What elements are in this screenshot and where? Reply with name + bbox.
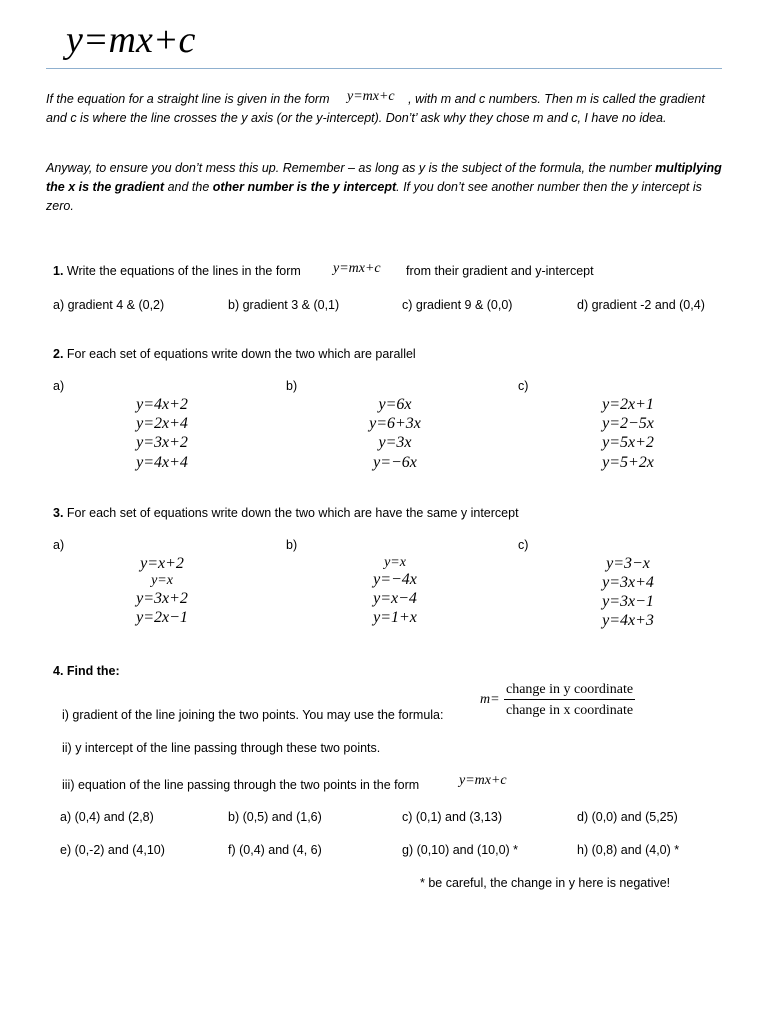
- q1-part-a: a) gradient 4 & (0,2): [53, 298, 165, 312]
- q1-part-b: b) gradient 3 & (0,1): [228, 298, 340, 312]
- q2-label-b: b): [286, 379, 298, 393]
- gradient-formula: [480, 682, 660, 722]
- q3-a-eq-4: y=2x−1: [136, 609, 188, 626]
- q3-label-a: a): [53, 538, 65, 552]
- q3-b-eq-3: y=x−4: [373, 590, 417, 607]
- q4-formula-form: y=mx+c: [459, 773, 507, 788]
- q2-c-eq-3: y=5x+2: [602, 434, 654, 451]
- q2-label-a: a): [53, 379, 65, 393]
- q4-text: Find the:: [63, 664, 120, 678]
- q1-number: 1.: [53, 264, 64, 278]
- title-divider: [46, 68, 722, 69]
- q1-prompt: [53, 264, 301, 278]
- intro-text-after: , with m and c numbers. Then m is called the gradient and c is where the line crosses the y axis (or the y-intercept). Don’t’ ask why they chose m and c, I have no idea.: [46, 92, 705, 125]
- q1-text-after: from their gradient and y-intercept: [406, 264, 594, 278]
- q2-c-eq-1: y=2x+1: [602, 396, 654, 413]
- q4-part-a: a) (0,4) and (2,8): [60, 810, 154, 824]
- q2-prompt: [53, 347, 416, 361]
- q1-text-before: Write the equations of the lines in the form: [63, 264, 301, 278]
- q3-c-eq-4: y=4x+3: [602, 612, 654, 629]
- q3-label-b: b): [286, 538, 298, 552]
- intro-p2-e: . If you don’t see another number then the y intercept is zero.: [46, 180, 702, 213]
- q4-sub-ii: ii) y intercept of the line passing through these two points.: [62, 741, 381, 755]
- q2-text: For each set of equations write down the two which are parallel: [63, 347, 416, 361]
- q3-number: 3.: [53, 506, 64, 520]
- q2-c-eq-4: y=5+2x: [602, 454, 654, 471]
- q3-c-eq-2: y=3x+4: [602, 574, 654, 591]
- q4-part-b: b) (0,5) and (1,6): [228, 810, 322, 824]
- q3-b-eq-4: y=1+x: [373, 609, 417, 626]
- intro-paragraph-1: [46, 90, 726, 128]
- q2-a-eq-3: y=3x+2: [136, 434, 188, 451]
- q2-b-eq-1: y=6x: [378, 396, 412, 413]
- gradient-formula-numerator: change in y coordinate: [504, 682, 635, 700]
- q4-number: 4.: [53, 664, 64, 678]
- q4-part-f: f) (0,4) and (4, 6): [228, 843, 322, 857]
- q2-a-eq-4: y=4x+4: [136, 454, 188, 471]
- q2-b-eq-2: y=6+3x: [369, 415, 421, 432]
- q4-part-h: h) (0,8) and (4,0) *: [577, 843, 680, 857]
- q3-a-eq-3: y=3x+2: [136, 590, 188, 607]
- q3-text: For each set of equations write down the two which are have the same y intercept: [63, 506, 519, 520]
- intro-p2-emphasis-intercept: other number is the y intercept: [212, 180, 397, 194]
- intro-p2-c: and the: [164, 180, 213, 194]
- q1-formula: y=mx+c: [333, 261, 381, 276]
- q4-sub-i: i) gradient of the line joining the two points. You may use the formula:: [62, 708, 444, 722]
- q4-note: * be careful, the change in y here is negative!: [420, 876, 671, 890]
- q2-label-c: c): [518, 379, 529, 393]
- q4-prompt: [53, 664, 120, 678]
- q3-a-eq-2: y=x: [151, 573, 173, 588]
- intro-paragraph-2: [46, 159, 726, 216]
- q2-number: 2.: [53, 347, 64, 361]
- q2-a-eq-1: y=4x+2: [136, 396, 188, 413]
- q4-part-c: c) (0,1) and (3,13): [402, 810, 503, 824]
- q2-a-eq-2: y=2x+4: [136, 415, 188, 432]
- q3-label-c: c): [518, 538, 529, 552]
- gradient-formula-denominator: change in x coordinate: [506, 703, 634, 718]
- q1-part-d: d) gradient -2 and (0,4): [577, 298, 705, 312]
- q4-part-g: g) (0,10) and (10,0) *: [402, 843, 519, 857]
- q4-sub-iii: iii) equation of the line passing through the two points in the form: [62, 778, 420, 792]
- intro-p2-emphasis-gradient: multiplying the x is the gradient: [46, 161, 722, 194]
- intro-text-before: If the equation for a straight line is given in the form: [46, 92, 330, 106]
- gradient-formula-lhs: m=: [480, 692, 500, 707]
- q3-b-eq-2: y=−4x: [373, 571, 417, 588]
- q4-part-e: e) (0,-2) and (4,10): [60, 843, 165, 857]
- q2-b-eq-3: y=3x: [378, 434, 412, 451]
- q3-c-eq-3: y=3x−1: [602, 593, 654, 610]
- intro-formula: y=mx+c: [346, 89, 395, 104]
- q4-part-d: d) (0,0) and (5,25): [577, 810, 678, 824]
- q2-b-eq-4: y=−6x: [373, 454, 417, 471]
- q2-c-eq-2: y=2−5x: [602, 415, 654, 432]
- q3-c-eq-1: y=3−x: [606, 555, 650, 572]
- q1-part-c: c) gradient 9 & (0,0): [402, 298, 513, 312]
- intro-p2-a: Anyway, to ensure you don’t mess this up. Remember – as long as y is the subject of the formula, the number: [46, 161, 656, 175]
- page-title: y=mx+c: [66, 19, 196, 61]
- q3-a-eq-1: y=x+2: [140, 555, 184, 572]
- q3-b-eq-1: y=x: [384, 555, 406, 570]
- q3-prompt: [53, 506, 519, 520]
